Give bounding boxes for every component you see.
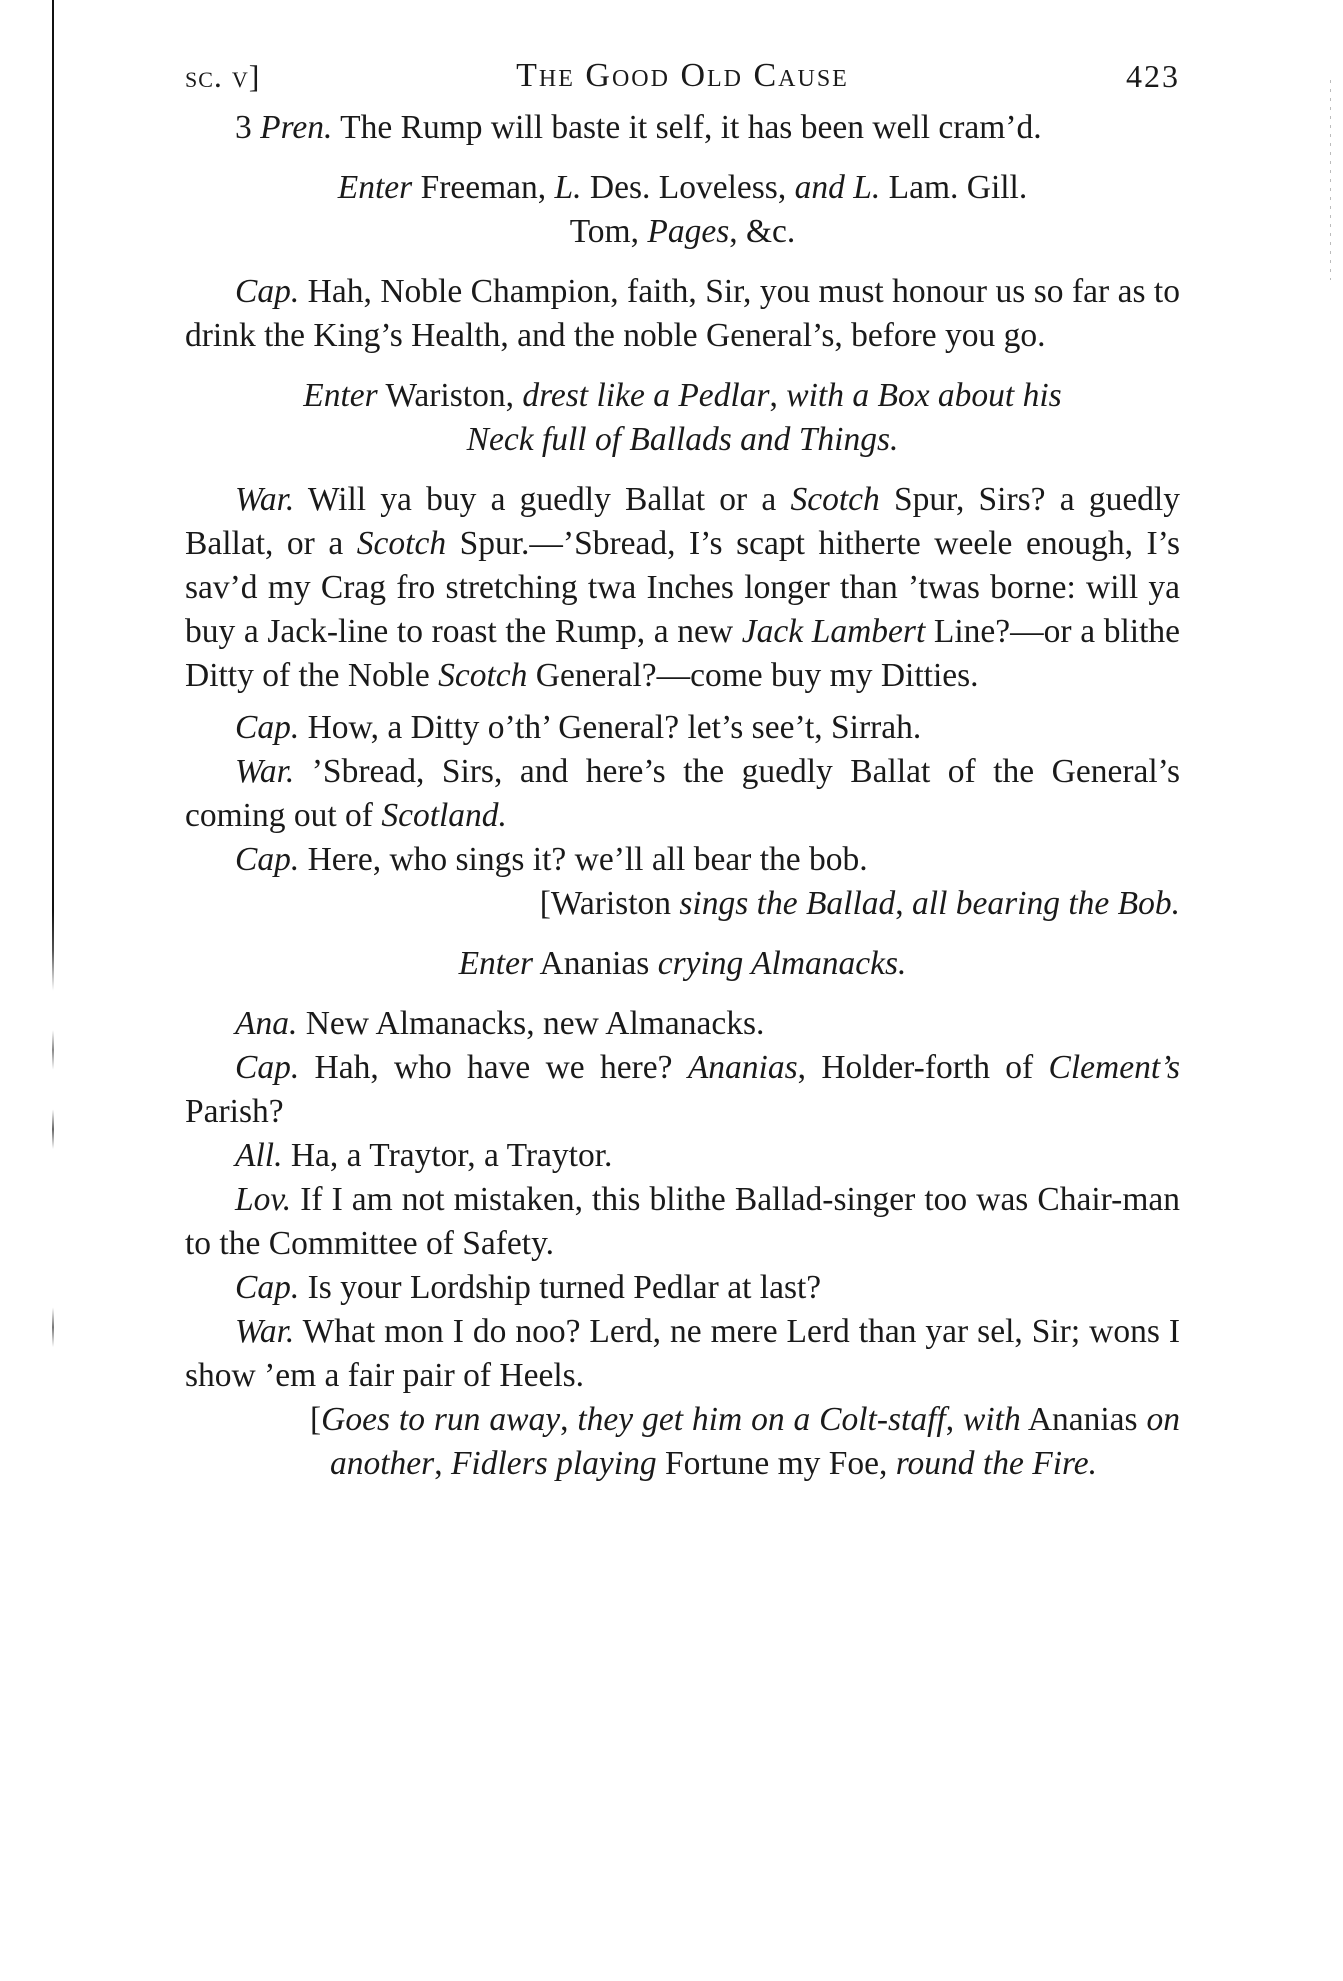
speaker-cap: Cap. bbox=[235, 273, 300, 310]
speaker-lov: Lov. bbox=[235, 1181, 292, 1218]
speaker-war: War. bbox=[235, 481, 295, 518]
speech-cap-5: Cap. Is your Lordship turned Pedlar at last? bbox=[235, 1269, 822, 1306]
speaker-all: All. bbox=[235, 1137, 283, 1174]
stage-direction-enter-freeman: Enter Freeman, L. Des. Loveless, and L. Lam. Gill. Tom, Pages, &c. bbox=[337, 169, 1028, 250]
speech-ana: Ana. New Almanacks, new Almanacks. bbox=[235, 1005, 765, 1042]
speaker-ana: Ana. bbox=[235, 1005, 298, 1042]
speech-lov: Lov. If I am not mistaken, this blithe Ballad-singer too was Chair-man to the Committee of Safety. bbox=[185, 1181, 1180, 1262]
running-head bbox=[185, 54, 1180, 98]
speaker-3-pren: Pren. bbox=[260, 109, 333, 146]
speech-war-2: War. ’Sbread, Sirs, and here’s the guedly Ballat of the General’s coming out of Scotland. bbox=[185, 753, 1180, 834]
section-marker: sc. v] bbox=[185, 58, 261, 94]
speech-all: All. Ha, a Traytor, a Traytor. bbox=[235, 1137, 613, 1174]
page-number: 423 bbox=[1126, 58, 1180, 94]
speech-cap-2: Cap. How, a Ditty o’th’ General? let’s see’t, Sirrah. bbox=[235, 709, 922, 746]
stage-direction-exit: [Goes to run away, they get him on a Colt-staff, with Ananias on another, Fidlers playing Fortune my Foe, round the Fire. bbox=[310, 1401, 1181, 1482]
play-text bbox=[185, 106, 1180, 1486]
stage-direction-enter-wariston: Enter Wariston, drest like a Pedlar, with a Box about his Neck full of Ballads and Things. bbox=[303, 377, 1062, 458]
speech-war-3: War. What mon I do noo? Lerd, ne mere Lerd than yar sel, Sir; wons I show ’em a fair pair of Heels. bbox=[185, 1313, 1180, 1394]
running-title: The Good Old Cause bbox=[516, 57, 849, 94]
speech-cap-3: Cap. Here, who sings it? we’ll all bear the bob. bbox=[235, 841, 868, 878]
speaker-war: War. bbox=[235, 1313, 295, 1350]
speech-war-1: War. Will ya buy a guedly Ballat or a Scotch Spur, Sirs? a guedly Ballat, or a Scotch Spur.—’Sbread, I’s scapt hitherte weele enough, I’s sav’d my Crag fro stretching twa Inches longer than ’twas borne: will ya buy a Jack-line to roast the Rump, a new Jack Lambert Line?—or a blithe Ditty of the Noble Scotch General?—come buy my Ditties. bbox=[185, 481, 1180, 694]
speaker-cap: Cap. bbox=[235, 709, 300, 746]
scan-binding-edge bbox=[52, 0, 54, 1981]
speaker-cap: Cap. bbox=[235, 841, 300, 878]
speaker-cap: Cap. bbox=[235, 1269, 300, 1306]
speech-3-pren: 3 Pren. The Rump will baste it self, it has been well cram’d. bbox=[235, 109, 1042, 146]
speaker-war: War. bbox=[235, 753, 295, 790]
speaker-cap: Cap. bbox=[235, 1049, 300, 1086]
scan-right-edge bbox=[1330, 80, 1331, 280]
stage-direction-ballad: [Wariston sings the Ballad, all bearing the Bob. bbox=[539, 885, 1180, 922]
speech-cap-4: Cap. Hah, who have we here? Ananias, Holder-forth of Clement’s Parish? bbox=[185, 1049, 1180, 1130]
speech-cap-1: Cap. Hah, Noble Champion, faith, Sir, you must honour us so far as to drink the King’s Health, and the noble General’s, before you go. bbox=[185, 273, 1180, 354]
stage-direction-enter-ananias: Enter Ananias crying Almanacks. bbox=[458, 945, 907, 982]
